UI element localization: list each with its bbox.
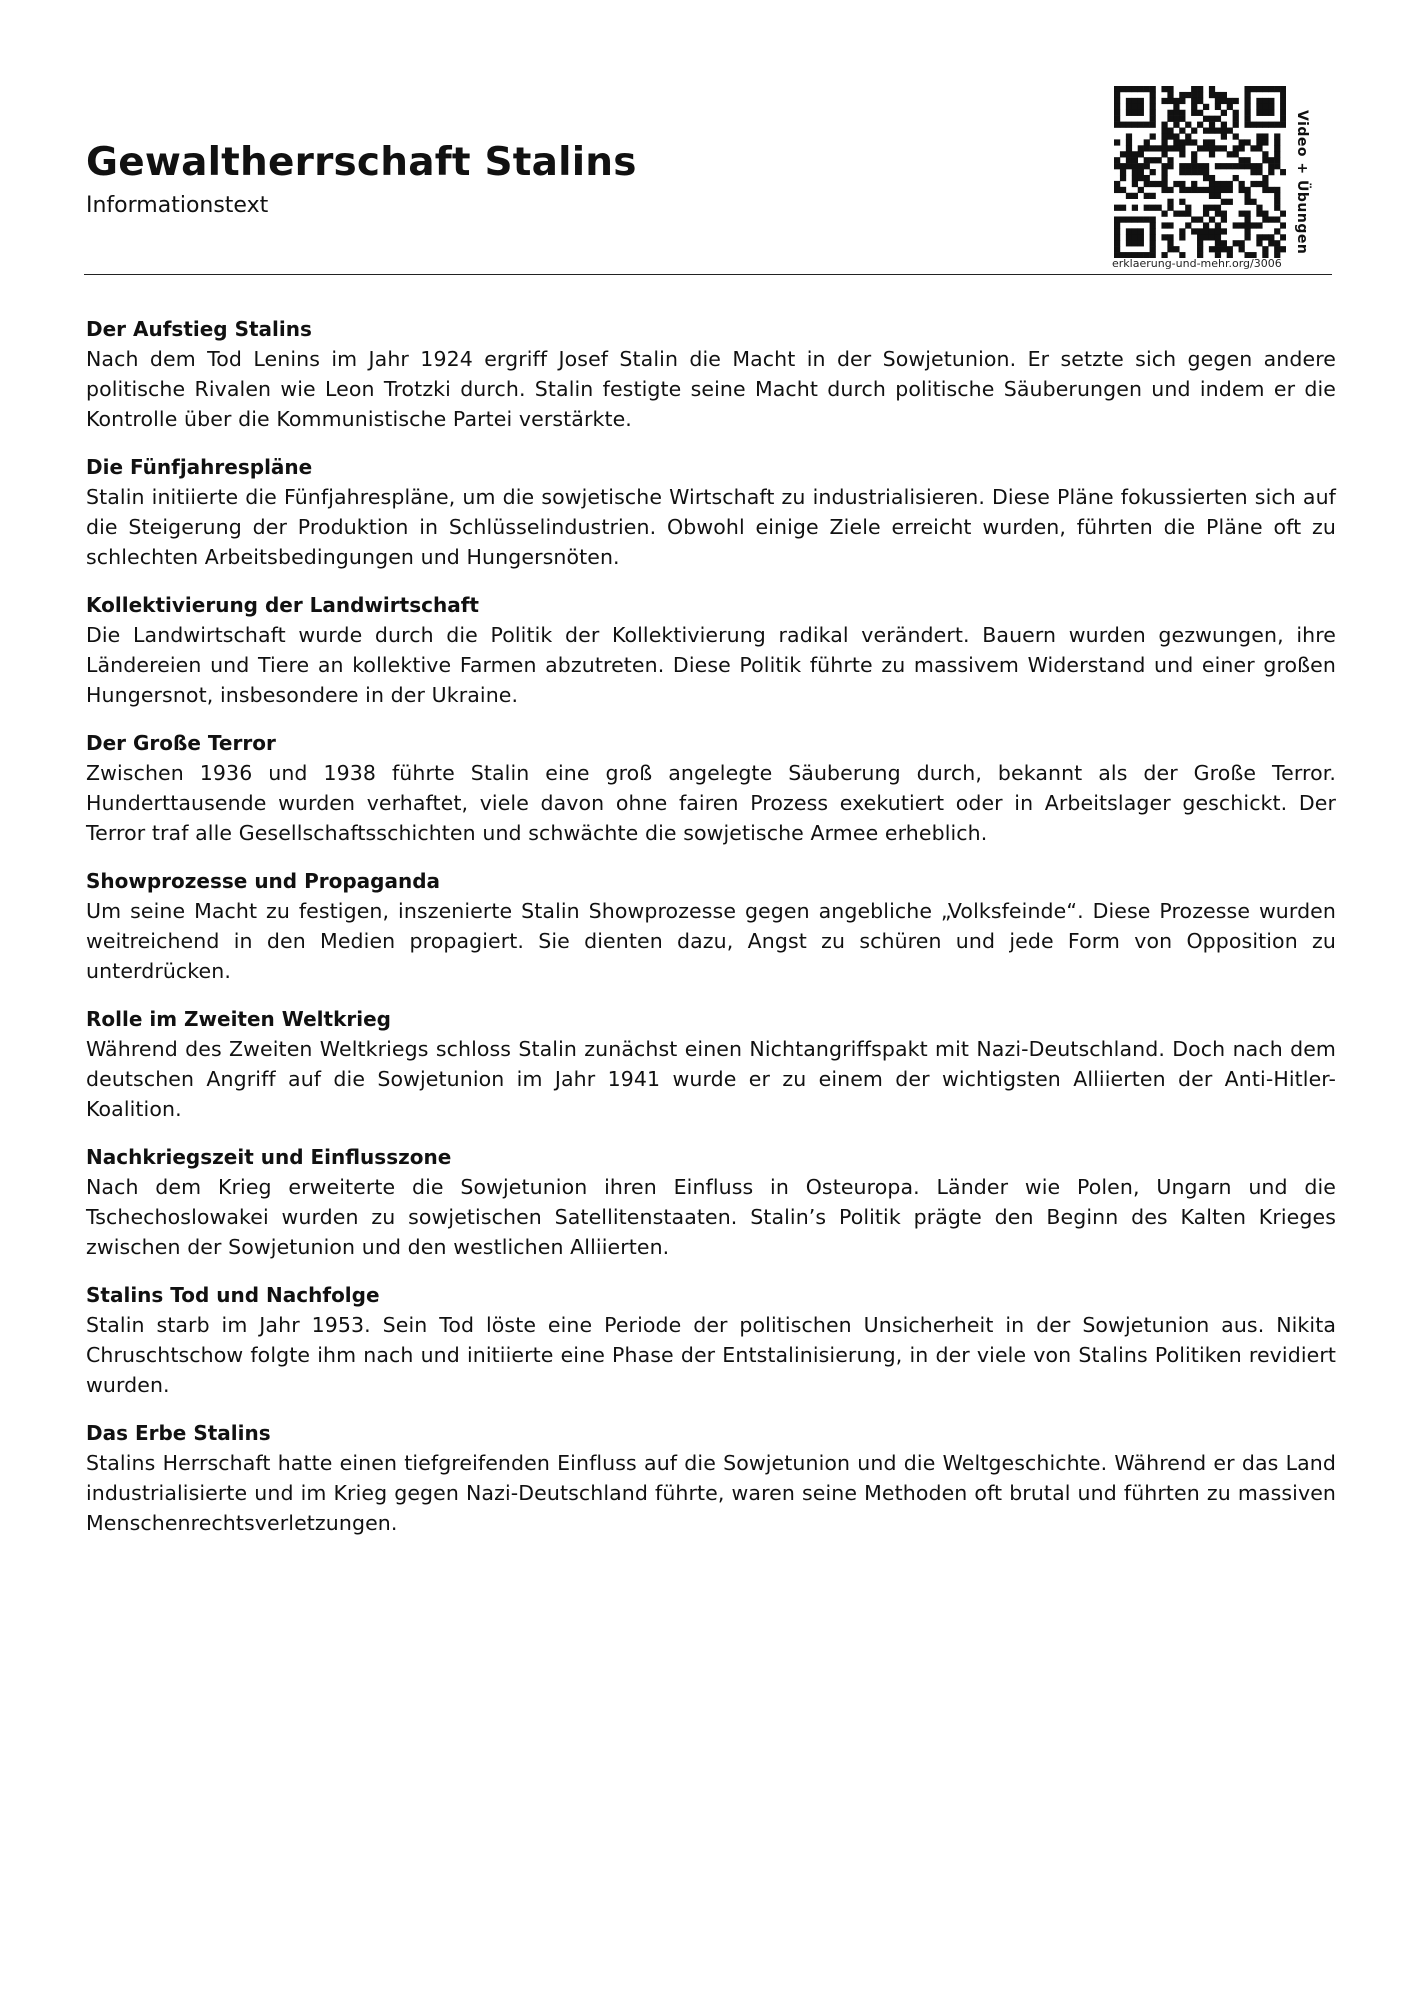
section-heading: Nachkriegszeit und Einflusszone bbox=[86, 1145, 452, 1169]
section-erbe bbox=[86, 1418, 1336, 1538]
page-title: Gewaltherrschaft Stalins bbox=[86, 140, 637, 185]
section-heading: Rolle im Zweiten Weltkrieg bbox=[86, 1007, 391, 1031]
section-text: Nach dem Tod Lenins im Jahr 1924 ergriff Josef Stalin die Macht in der Sowjetunion. Er setzte sich gegen andere politische Rivalen wie Leon Trotzki durch. Stalin festigte seine Macht durch politische Säuberungen und indem er die Kontrolle über die Kommunistische Partei verstärkte. bbox=[86, 347, 1336, 431]
section-heading: Showprozesse und Propaganda bbox=[86, 869, 441, 893]
qr-side-label bbox=[1294, 110, 1322, 260]
section-heading: Stalins Tod und Nachfolge bbox=[86, 1283, 380, 1307]
qr-side-label-text: Video + Übungen bbox=[1294, 110, 1310, 255]
section-heading: Der Aufstieg Stalins bbox=[86, 317, 312, 341]
qr-url[interactable]: erklaerung-und-mehr.org/3006 bbox=[1112, 257, 1282, 270]
header-divider bbox=[84, 274, 1332, 275]
section-heading: Kollektivierung der Landwirtschaft bbox=[86, 593, 479, 617]
section-heading: Die Fünfjahrespläne bbox=[86, 455, 313, 479]
document-body bbox=[86, 314, 1336, 1556]
section-text: Zwischen 1936 und 1938 führte Stalin eine groß angelegte Säuberung durch, bekannt als der Große Terror. Hunderttausende wurden verhaftet, viele davon ohne fairen Prozess exekutiert oder in Arbeitslager geschickt. Der Terror traf alle Gesellschaftsschichten und schwächte die sowjetische Armee erheblich. bbox=[86, 761, 1336, 845]
section-text: Nach dem Krieg erweiterte die Sowjetunion ihren Einfluss in Osteuropa. Länder wie Polen, Ungarn und die Tschechoslowakei wurden zu sowjetischen Satellitenstaaten. Stalin’s Politik prägte den Beginn des Kalten Krieges zwischen der Sowjetunion und den westlichen Alliierten. bbox=[86, 1175, 1336, 1259]
section-heading: Der Große Terror bbox=[86, 731, 276, 755]
page-subtitle: Informationstext bbox=[86, 193, 269, 218]
section-text: Die Landwirtschaft wurde durch die Politik der Kollektivierung radikal verändert. Bauern wurden gezwungen, ihre Ländereien und Tiere an kollektive Farmen abzutreten. Diese Politik führte zu massivem Widerstand und einer großen Hungersnot, insbesondere in der Ukraine. bbox=[86, 623, 1336, 707]
section-text: Um seine Macht zu festigen, inszenierte Stalin Showprozesse gegen angebliche „Volksfeinde“. Diese Prozesse wurden weitreichend in den Medien propagiert. Sie dienten dazu, Angst zu schüren und jede Form von Opposition zu unterdrücken. bbox=[86, 899, 1336, 983]
section-aufstieg bbox=[86, 314, 1336, 434]
section-tod-nachfolge bbox=[86, 1280, 1336, 1400]
section-nachkriegszeit bbox=[86, 1142, 1336, 1262]
section-text: Stalin initiierte die Fünfjahrespläne, um die sowjetische Wirtschaft zu industrialisieren. Diese Pläne fokussierten sich auf die Steigerung der Produktion in Schlüsselindustrien. Obwohl einige Ziele erreicht wurden, führten die Pläne oft zu schlechten Arbeitsbedingungen und Hungersnöten. bbox=[86, 485, 1336, 569]
section-showprozesse bbox=[86, 866, 1336, 986]
section-text: Stalins Herrschaft hatte einen tiefgreifenden Einfluss auf die Sowjetunion und die Weltgeschichte. Während er das Land industrialisierte und im Krieg gegen Nazi-Deutschland führte, waren seine Methoden oft brutal und führten zu massiven Menschenrechtsverletzungen. bbox=[86, 1451, 1336, 1535]
section-kollektivierung bbox=[86, 590, 1336, 710]
section-text: Während des Zweiten Weltkriegs schloss Stalin zunächst einen Nichtangriffspakt mit Nazi-Deutschland. Doch nach dem deutschen Angriff auf die Sowjetunion im Jahr 1941 wurde er zu einem der wichtigsten Alliierten der Anti-Hitler-Koalition. bbox=[86, 1037, 1336, 1121]
section-fuenfjahresplaene bbox=[86, 452, 1336, 572]
qr-code[interactable] bbox=[1114, 86, 1286, 258]
qr-code-icon bbox=[1114, 86, 1286, 258]
section-grosser-terror bbox=[86, 728, 1336, 848]
section-text: Stalin starb im Jahr 1953. Sein Tod löste eine Periode der politischen Unsicherheit in der Sowjetunion aus. Nikita Chruschtschow folgte ihm nach und initiierte eine Phase der Entstalinisierung, in der viele von Stalins Politiken revidiert wurden. bbox=[86, 1313, 1336, 1397]
section-heading: Das Erbe Stalins bbox=[86, 1421, 271, 1445]
section-weltkrieg bbox=[86, 1004, 1336, 1124]
